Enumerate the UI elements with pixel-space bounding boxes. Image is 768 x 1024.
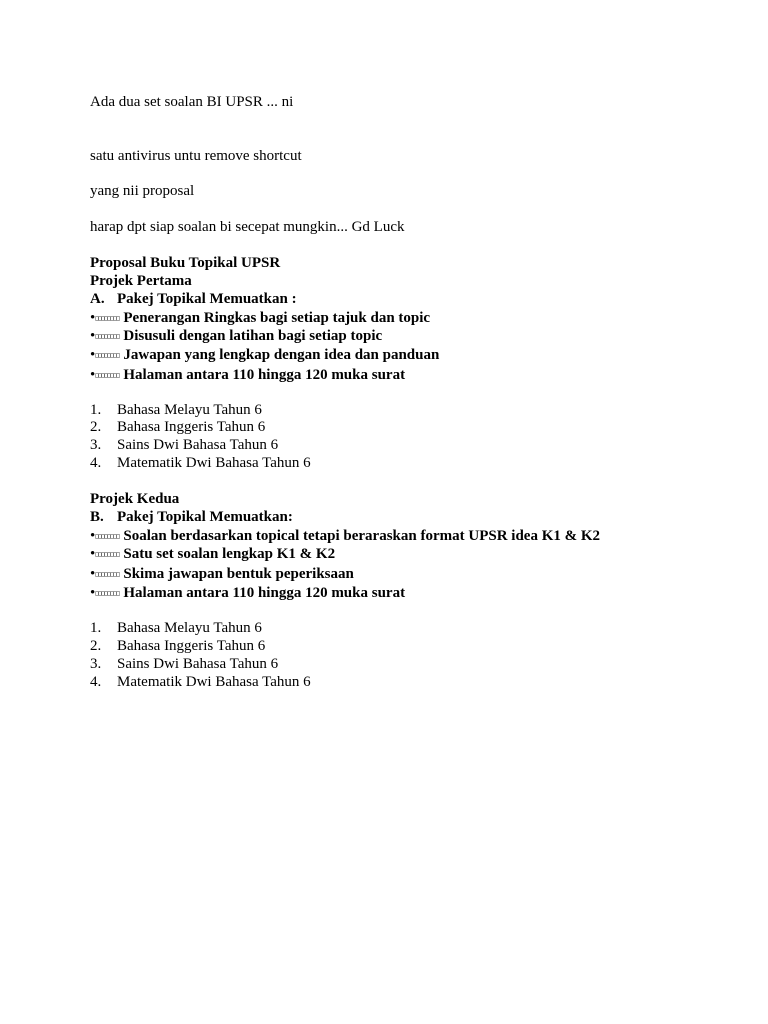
section-letter: A. — [90, 291, 105, 307]
project1-heading: Projek Pertama — [90, 273, 192, 289]
list-item — [90, 619, 262, 637]
bullet-text: Halaman antara 110 hingga 120 muka surat — [123, 367, 406, 383]
section-title: Pakej Topikal Memuatkan : — [117, 291, 297, 307]
missing-glyph-boxes: □□□□□□□□ — [95, 333, 120, 340]
list-text: Bahasa Melayu Tahun 6 — [117, 620, 262, 636]
project2-bullet — [90, 527, 600, 546]
list-number: 1. — [90, 620, 102, 636]
list-text: Sains Dwi Bahasa Tahun 6 — [117, 437, 279, 453]
list-number: 1. — [90, 402, 102, 418]
list-item — [90, 418, 265, 436]
missing-glyph-boxes: □□□□□□□□ — [95, 372, 120, 379]
list-item — [90, 655, 278, 673]
list-number: 2. — [90, 419, 102, 435]
list-item — [90, 401, 262, 419]
bullet-icon: • — [90, 347, 96, 363]
project1-bullet — [90, 366, 405, 385]
project2-section-heading — [90, 508, 293, 526]
bullet-icon: • — [90, 585, 96, 601]
list-number: 4. — [90, 674, 102, 690]
project2-bullet — [90, 584, 405, 603]
list-text: Matematik Dwi Bahasa Tahun 6 — [117, 674, 311, 690]
missing-glyph-boxes: □□□□□□□□ — [95, 551, 120, 558]
intro-line-3: yang nii proposal — [90, 183, 195, 199]
project2-bullet — [90, 545, 335, 564]
bullet-icon: • — [90, 310, 96, 326]
list-number: 2. — [90, 638, 102, 654]
bullet-icon: • — [90, 546, 96, 562]
project2-heading: Projek Kedua — [90, 491, 180, 507]
missing-glyph-boxes: □□□□□□□□ — [95, 571, 120, 578]
bullet-text: Jawapan yang lengkap dengan idea dan panduan — [123, 347, 440, 363]
bullet-text: Disusuli dengan latihan bagi setiap topic — [123, 328, 383, 344]
list-text: Bahasa Melayu Tahun 6 — [117, 402, 262, 418]
list-text: Bahasa Inggeris Tahun 6 — [117, 638, 266, 654]
missing-glyph-boxes: □□□□□□□□ — [95, 352, 120, 359]
bullet-text: Penerangan Ringkas bagi setiap tajuk dan topic — [123, 310, 431, 326]
section-title: Pakej Topikal Memuatkan: — [117, 509, 293, 525]
bullet-text: Satu set soalan lengkap K1 & K2 — [123, 546, 336, 562]
bullet-text: Skima jawapan bentuk peperiksaan — [123, 566, 354, 582]
list-item — [90, 454, 311, 472]
proposal-title: Proposal Buku Topikal UPSR — [90, 255, 281, 271]
intro-line-4: harap dpt siap soalan bi secepat mungkin... Gd Luck — [90, 219, 405, 235]
bullet-icon: • — [90, 328, 96, 344]
list-text: Bahasa Inggeris Tahun 6 — [117, 419, 266, 435]
missing-glyph-boxes: □□□□□□□□ — [95, 533, 120, 540]
intro-line-1: Ada dua set soalan BI UPSR ... ni — [90, 94, 294, 110]
project1-bullet — [90, 309, 430, 328]
list-number: 3. — [90, 656, 102, 672]
bullet-icon: • — [90, 528, 96, 544]
bullet-text: Halaman antara 110 hingga 120 muka surat — [123, 585, 406, 601]
list-text: Matematik Dwi Bahasa Tahun 6 — [117, 455, 311, 471]
project1-bullet — [90, 327, 382, 346]
bullet-icon: • — [90, 367, 96, 383]
list-item — [90, 436, 278, 454]
project2-bullet — [90, 565, 354, 584]
intro-line-2: satu antivirus untu remove shortcut — [90, 148, 302, 164]
bullet-text: Soalan berdasarkan topical tetapi beraraskan format UPSR idea K1 & K2 — [123, 528, 601, 544]
list-number: 3. — [90, 437, 102, 453]
bullet-icon: • — [90, 566, 96, 582]
missing-glyph-boxes: □□□□□□□□ — [95, 590, 120, 597]
missing-glyph-boxes: □□□□□□□□ — [95, 315, 120, 322]
section-letter: B. — [90, 509, 104, 525]
list-number: 4. — [90, 455, 102, 471]
list-item — [90, 637, 265, 655]
list-text: Sains Dwi Bahasa Tahun 6 — [117, 656, 279, 672]
project1-section-heading — [90, 290, 297, 308]
list-item — [90, 673, 311, 691]
project1-bullet — [90, 346, 439, 365]
